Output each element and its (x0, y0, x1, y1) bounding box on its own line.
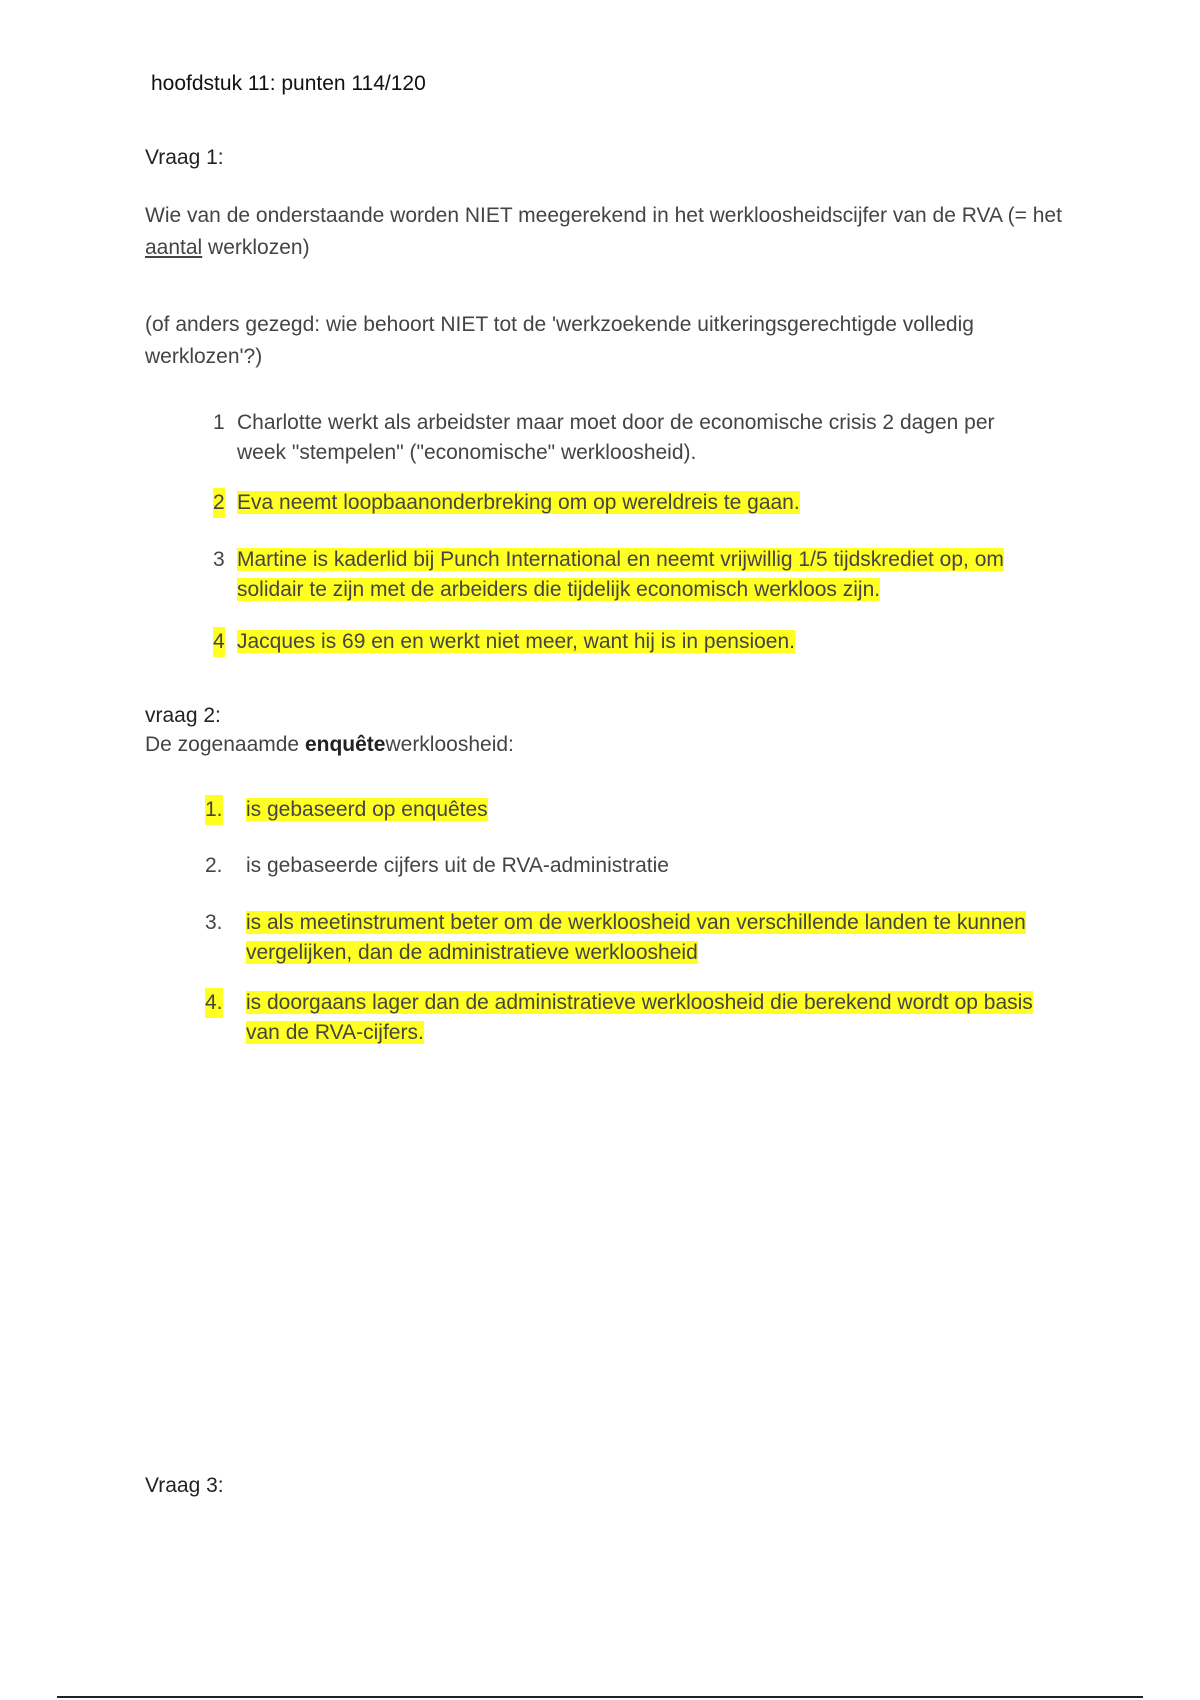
option-text: is gebaseerde cijfers uit de RVA-administratie (246, 854, 669, 877)
question-1-intro-end: werklozen) (202, 236, 310, 259)
question-1-heading: Vraag 1: (145, 146, 224, 169)
option-number: 1 (213, 411, 225, 434)
option-text: is doorgaans lager dan de administratieve werkloosheid die berekend wordt op basis van de RVA-cijfers. (246, 991, 1033, 1044)
chapter-score-header: hoofdstuk 11: punten 114/120 (151, 72, 426, 95)
question-1-option (213, 627, 1043, 657)
question-1-intro-underlined: aantal (145, 236, 203, 259)
question-2-heading: vraag 2: (145, 704, 221, 727)
question-2-intro-bold: enquête (304, 733, 386, 756)
option-text: Charlotte werkt als arbeidster maar moet door de economische crisis 2 dagen per week "stempelen" ("economische" werkloosheid). (237, 411, 995, 464)
option-text: Jacques is 69 en en werkt niet meer, want hij is in pensioen. (237, 630, 795, 653)
option-text: Eva neemt loopbaanonderbreking om op wereldreis te gaan. (237, 491, 800, 514)
question-1-rephrase: (of anders gezegd: wie behoort NIET tot de 'werkzoekende uitkeringsgerechtigde volledig werklozen'?) (145, 313, 974, 368)
question-2-intro (145, 729, 1065, 761)
option-number: 1. (205, 795, 223, 825)
question-1-option (213, 408, 1043, 468)
question-2-option (205, 908, 1045, 968)
question-1-option (213, 488, 1043, 518)
question-3-heading: Vraag 3: (145, 1474, 224, 1497)
question-2-intro-text: De zogenaamde (145, 733, 305, 756)
option-text: Martine is kaderlid bij Punch International en neemt vrijwillig 1/5 tijdskrediet op, om solidair te zijn met de arbeiders die tijdelijk economisch werkloos zijn. (237, 548, 1004, 601)
question-1-intro (145, 200, 1065, 264)
option-number: 3. (205, 911, 223, 934)
option-text: is gebaseerd op enquêtes (246, 798, 488, 821)
question-2-option (205, 988, 1045, 1048)
option-number: 2 (213, 488, 225, 518)
page-bottom-rule (57, 1696, 1143, 1698)
option-number: 2. (205, 854, 223, 877)
option-text: is als meetinstrument beter om de werkloosheid van verschillende landen te kunnen vergelijken, dan de administratieve werkloosheid (246, 911, 1026, 964)
question-2-option (205, 851, 1045, 881)
option-number: 3 (213, 548, 225, 571)
question-2-option (205, 795, 1045, 825)
question-1-intro-text: Wie van de onderstaande worden NIET meegerekend in het werkloosheidscijfer van de RVA (= het (145, 204, 1062, 227)
option-number: 4. (205, 988, 223, 1018)
question-1-option (213, 545, 1053, 605)
option-number: 4 (213, 627, 225, 657)
question-2-intro-end: werkloosheid: (385, 733, 514, 756)
